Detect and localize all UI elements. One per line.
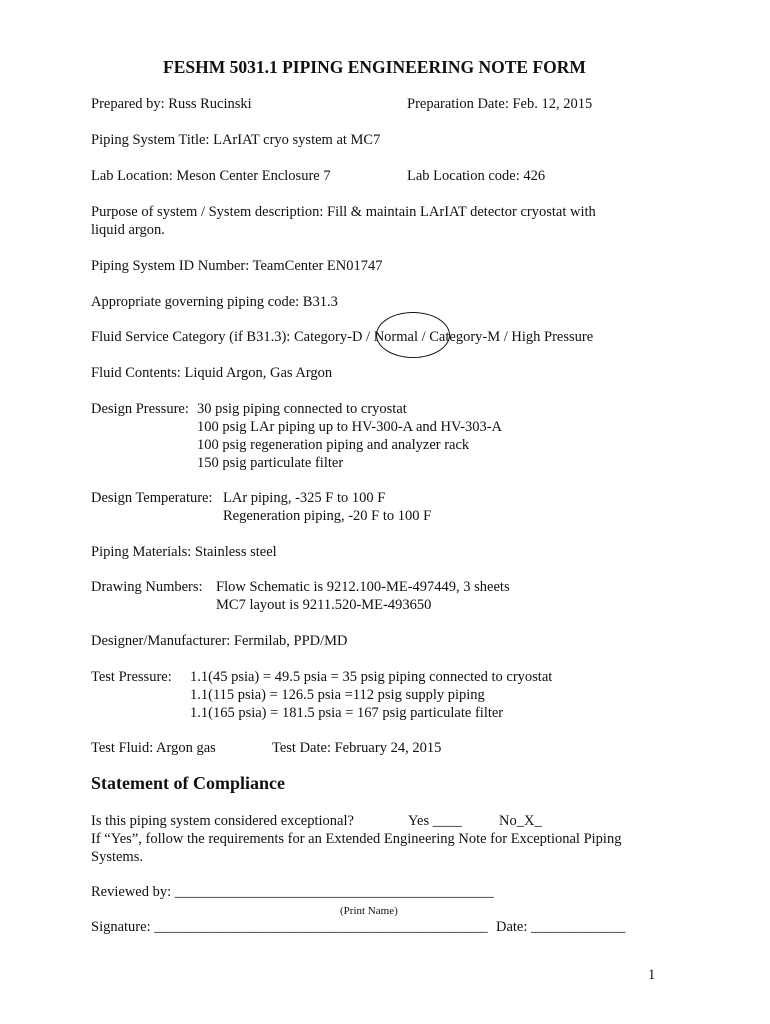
test-pressure-label: Test Pressure:	[91, 669, 172, 685]
test-fluid: Test Fluid: Argon gas	[91, 740, 216, 756]
fluid-service-category: Fluid Service Category (if B31.3): Category-D / Normal / Category-M / High Pressure	[91, 329, 594, 345]
test-pressure-line: 1.1(45 psia) = 49.5 psia = 35 psig piping connected to cryostat	[190, 669, 553, 685]
design-pressure-line: 100 psig regeneration piping and analyzer rack	[197, 437, 470, 453]
test-pressure-line: 1.1(165 psia) = 181.5 psia = 167 psig particulate filter	[190, 705, 504, 721]
lab-location: Lab Location: Meson Center Enclosure 7	[91, 168, 331, 184]
system-title: Piping System Title: LArIAT cryo system at MC7	[91, 132, 381, 148]
design-pressure-line: 100 psig LAr piping up to HV-300-A and HV-303-A	[197, 419, 503, 435]
exceptional-yes-option: Yes ____	[408, 813, 462, 829]
purpose-line-1: Purpose of system / System description: Fill & maintain LArIAT detector cryostat with	[91, 204, 596, 220]
exceptional-question: Is this piping system considered exceptional?	[91, 813, 354, 829]
signature-field: Signature: ______________________________________________	[91, 919, 488, 935]
drawing-numbers-label: Drawing Numbers:	[91, 579, 203, 595]
form-title: FESHM 5031.1 PIPING ENGINEERING NOTE FORM	[163, 57, 586, 77]
print-name-caption: (Print Name)	[340, 905, 398, 917]
test-pressure-line: 1.1(115 psia) = 126.5 psia =112 psig supply piping	[190, 687, 485, 703]
drawing-numbers-line: MC7 layout is 9211.520-ME-493650	[216, 597, 432, 613]
design-temperature-label: Design Temperature:	[91, 490, 213, 506]
prepared-by: Prepared by: Russ Rucinski	[91, 96, 252, 112]
design-pressure-line: 150 psig particulate filter	[197, 455, 344, 471]
piping-materials: Piping Materials: Stainless steel	[91, 544, 277, 560]
design-pressure-line: 30 psig piping connected to cryostat	[197, 401, 407, 417]
design-temperature-line: LAr piping, -325 F to 100 F	[223, 490, 386, 506]
exceptional-note-line-2: Systems.	[91, 849, 143, 865]
lab-location-code: Lab Location code: 426	[407, 168, 546, 184]
reviewed-by-field: Reviewed by: ____________________________________________	[91, 884, 494, 900]
compliance-heading: Statement of Compliance	[91, 773, 285, 793]
fluid-contents: Fluid Contents: Liquid Argon, Gas Argon	[91, 365, 333, 381]
page-number: 1	[648, 967, 656, 983]
test-date: Test Date: February 24, 2015	[272, 740, 442, 756]
governing-code: Appropriate governing piping code: B31.3	[91, 294, 338, 310]
design-pressure-label: Design Pressure:	[91, 401, 189, 417]
date-field: Date: _____________	[496, 919, 626, 935]
preparation-date: Preparation Date: Feb. 12, 2015	[407, 96, 593, 112]
exceptional-note-line-1: If “Yes”, follow the requirements for an Extended Engineering Note for Exceptional Piping	[91, 831, 622, 847]
designer-manufacturer: Designer/Manufacturer: Fermilab, PPD/MD	[91, 633, 348, 649]
system-id: Piping System ID Number: TeamCenter EN01747	[91, 258, 383, 274]
drawing-numbers-line: Flow Schematic is 9212.100-ME-497449, 3 sheets	[216, 579, 510, 595]
normal-selection-circle	[376, 312, 450, 358]
no-answer-mark: _X_	[516, 813, 542, 829]
exceptional-no-option	[499, 812, 542, 830]
no-label: No	[499, 813, 517, 829]
purpose-line-2: liquid argon.	[91, 222, 165, 238]
design-temperature-line: Regeneration piping, -20 F to 100 F	[223, 508, 432, 524]
